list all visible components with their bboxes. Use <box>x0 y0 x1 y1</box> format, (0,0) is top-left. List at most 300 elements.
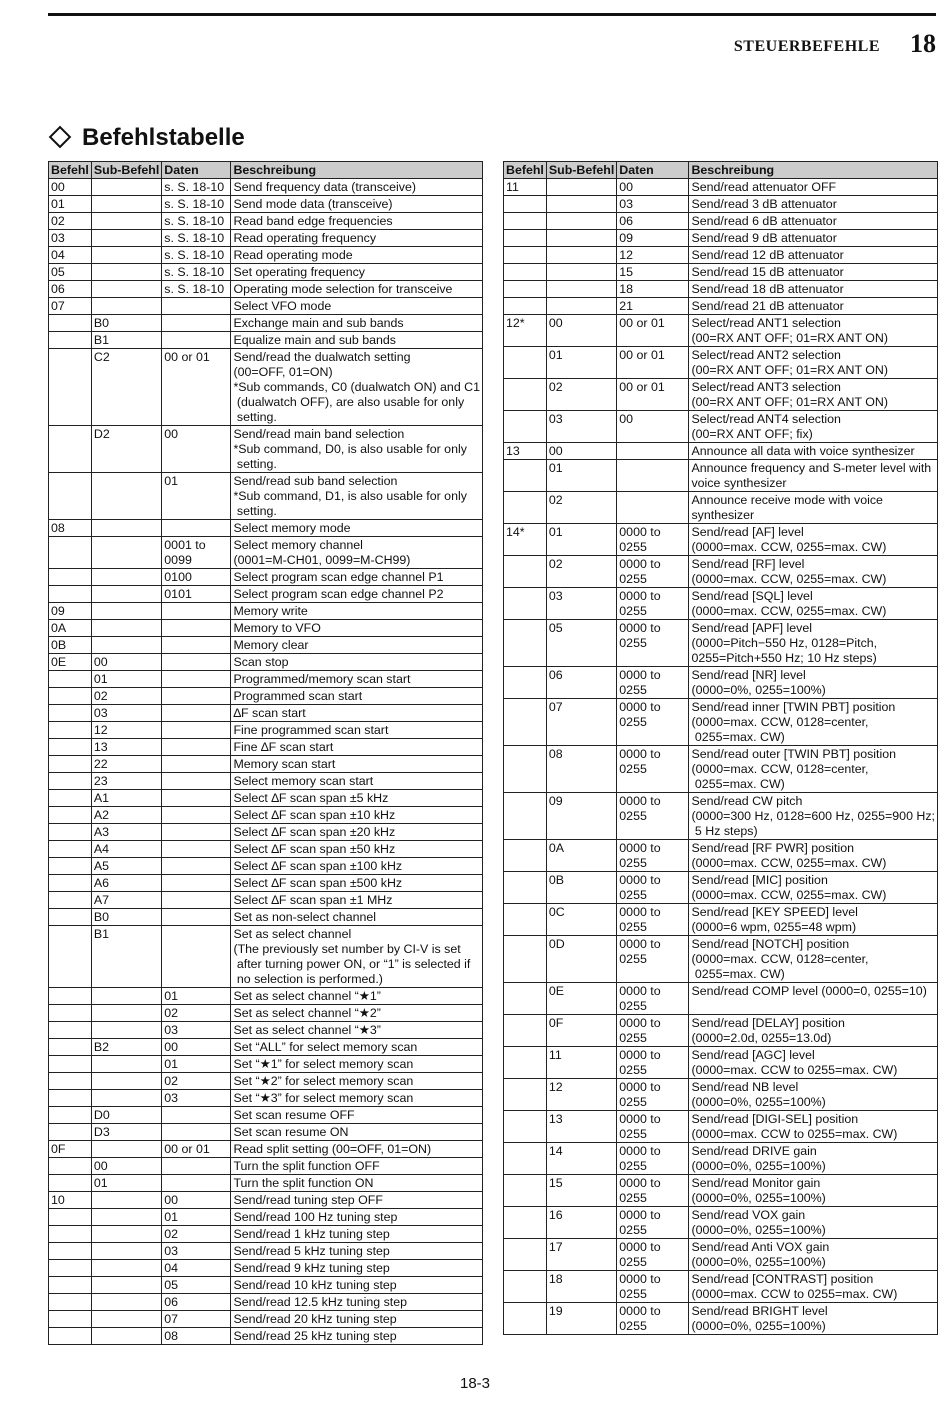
daten-cell: 01 <box>162 1209 231 1226</box>
befehl-cell <box>49 1294 92 1311</box>
table-row <box>49 1226 483 1243</box>
table-row <box>504 213 938 230</box>
daten-cell: 0000 to 0255 <box>617 872 689 904</box>
daten-cell: 00 or 01 <box>617 315 689 347</box>
table-row <box>49 756 483 773</box>
daten-cell: 0000 to 0255 <box>617 936 689 983</box>
table-row <box>504 1303 938 1335</box>
sub-befehl-cell <box>546 298 616 315</box>
sub-befehl-cell: 00 <box>91 1158 161 1175</box>
table-row <box>504 1175 938 1207</box>
daten-cell <box>617 492 689 524</box>
befehl-cell <box>504 492 547 524</box>
befehl-cell <box>49 586 92 603</box>
beschreibung-cell: Turn the split function OFF <box>231 1158 483 1175</box>
daten-cell <box>162 620 231 637</box>
daten-cell: 02 <box>162 1005 231 1022</box>
table-row <box>504 524 938 556</box>
daten-cell: 0100 <box>162 569 231 586</box>
befehl-cell <box>504 247 547 264</box>
befehl-cell <box>504 264 547 281</box>
befehl-cell <box>49 1022 92 1039</box>
daten-cell <box>162 298 231 315</box>
befehl-cell: 12* <box>504 315 547 347</box>
daten-cell <box>162 773 231 790</box>
daten-cell: 0000 to 0255 <box>617 556 689 588</box>
table-row <box>504 315 938 347</box>
col-header-beschreibung: Beschreibung <box>231 162 483 179</box>
sub-befehl-cell <box>91 1090 161 1107</box>
befehl-cell <box>49 909 92 926</box>
beschreibung-cell: Send/read [MIC] position (0000=max. CCW, 0255=max. CW) <box>689 872 938 904</box>
beschreibung-cell: Send/read [RF] level (0000=max. CCW, 0255=max. CW) <box>689 556 938 588</box>
table-row <box>49 858 483 875</box>
col-header-sub-befehl: Sub-Befehl <box>546 162 616 179</box>
table-row <box>49 739 483 756</box>
sub-befehl-cell: 0A <box>546 840 616 872</box>
table-row <box>49 988 483 1005</box>
table-header-row <box>504 162 938 179</box>
daten-cell: 06 <box>617 213 689 230</box>
section-title: Befehlstabelle <box>82 124 245 151</box>
table-row <box>49 654 483 671</box>
table-row <box>49 1056 483 1073</box>
beschreibung-cell: Send/read inner [TWIN PBT] position (0000=max. CCW, 0128=center, 0255=max. CW) <box>689 699 938 746</box>
sub-befehl-cell: B1 <box>91 332 161 349</box>
table-row <box>504 746 938 793</box>
daten-cell: 01 <box>162 988 231 1005</box>
beschreibung-cell: Announce frequency and S-meter level with voice synthesizer <box>689 460 938 492</box>
table-row <box>49 1277 483 1294</box>
befehl-cell <box>504 1143 547 1175</box>
befehl-cell: 13 <box>504 443 547 460</box>
beschreibung-cell: Send/read [AF] level (0000=max. CCW, 0255=max. CW) <box>689 524 938 556</box>
daten-cell: 0000 to 0255 <box>617 1175 689 1207</box>
beschreibung-cell: Select ∆F scan span ±100 kHz <box>231 858 483 875</box>
beschreibung-cell: Select ∆F scan span ±50 kHz <box>231 841 483 858</box>
sub-befehl-cell <box>91 281 161 298</box>
beschreibung-cell: Announce all data with voice synthesizer <box>689 443 938 460</box>
daten-cell: 03 <box>162 1243 231 1260</box>
table-row <box>49 620 483 637</box>
befehl-cell <box>504 1303 547 1335</box>
befehl-cell <box>504 936 547 983</box>
befehl-cell: 08 <box>49 520 92 537</box>
table-row <box>49 1294 483 1311</box>
befehl-cell <box>504 699 547 746</box>
befehl-cell: 09 <box>49 603 92 620</box>
sub-befehl-cell: 03 <box>91 705 161 722</box>
daten-cell: 08 <box>162 1328 231 1345</box>
sub-befehl-cell <box>91 179 161 196</box>
daten-cell <box>162 824 231 841</box>
befehl-cell <box>504 1111 547 1143</box>
befehl-cell <box>504 983 547 1015</box>
sub-befehl-cell <box>91 1073 161 1090</box>
befehl-cell <box>504 213 547 230</box>
daten-cell: 0000 to 0255 <box>617 1143 689 1175</box>
daten-cell: 09 <box>617 230 689 247</box>
beschreibung-cell: Send/read VOX gain (0000=0%, 0255=100%) <box>689 1207 938 1239</box>
daten-cell: 21 <box>617 298 689 315</box>
daten-cell: s. S. 18-10 <box>162 281 231 298</box>
befehl-cell: 00 <box>49 179 92 196</box>
table-row <box>504 230 938 247</box>
daten-cell: 00 <box>162 1192 231 1209</box>
table-row <box>504 1111 938 1143</box>
col-header-daten: Daten <box>162 162 231 179</box>
sub-befehl-cell: B1 <box>91 926 161 988</box>
table-row <box>49 473 483 520</box>
beschreibung-cell: Read split setting (00=OFF, 01=ON) <box>231 1141 483 1158</box>
daten-cell <box>162 688 231 705</box>
befehl-cell <box>504 620 547 667</box>
befehl-cell: 0A <box>49 620 92 637</box>
table-row <box>49 569 483 586</box>
beschreibung-cell: Equalize main and sub bands <box>231 332 483 349</box>
befehl-cell <box>504 281 547 298</box>
daten-cell: 0000 to 0255 <box>617 1271 689 1303</box>
sub-befehl-cell <box>91 1260 161 1277</box>
table-row <box>49 875 483 892</box>
sub-befehl-cell: 00 <box>546 315 616 347</box>
table-row <box>49 349 483 426</box>
sub-befehl-cell <box>546 213 616 230</box>
befehl-cell <box>504 1079 547 1111</box>
befehl-cell <box>49 688 92 705</box>
sub-befehl-cell: 01 <box>546 524 616 556</box>
table-row <box>49 537 483 569</box>
befehl-cell <box>504 347 547 379</box>
beschreibung-cell: Select program scan edge channel P2 <box>231 586 483 603</box>
daten-cell: 01 <box>162 473 231 520</box>
sub-befehl-cell <box>91 537 161 569</box>
daten-cell: s. S. 18-10 <box>162 247 231 264</box>
beschreibung-cell: Select VFO mode <box>231 298 483 315</box>
beschreibung-cell: Send/read COMP level (0000=0, 0255=10) <box>689 983 938 1015</box>
table-row <box>49 281 483 298</box>
table-row <box>49 332 483 349</box>
sub-befehl-cell: 0F <box>546 1015 616 1047</box>
daten-cell: 00 or 01 <box>617 347 689 379</box>
befehl-cell <box>504 1207 547 1239</box>
befehl-cell <box>504 1239 547 1271</box>
sub-befehl-cell <box>91 1141 161 1158</box>
beschreibung-cell: Send/read [CONTRAST] position (0000=max. CCW to 0255=max. CW) <box>689 1271 938 1303</box>
table-row <box>504 264 938 281</box>
beschreibung-cell: Set scan resume ON <box>231 1124 483 1141</box>
daten-cell <box>162 1107 231 1124</box>
sub-befehl-cell: 0B <box>546 872 616 904</box>
sub-befehl-cell <box>91 247 161 264</box>
table-row <box>504 1143 938 1175</box>
table-row <box>49 1260 483 1277</box>
section-heading <box>48 124 245 152</box>
table-row <box>49 773 483 790</box>
sub-befehl-cell: 16 <box>546 1207 616 1239</box>
beschreibung-cell: Send/read tuning step OFF <box>231 1192 483 1209</box>
table-header-row <box>49 162 483 179</box>
befehl-cell <box>49 1005 92 1022</box>
page-number: 18-3 <box>459 1375 491 1392</box>
table-row <box>504 699 938 746</box>
table-row <box>49 807 483 824</box>
befehl-cell <box>49 1039 92 1056</box>
befehl-cell <box>504 793 547 840</box>
table-row <box>49 426 483 473</box>
sub-befehl-cell: 01 <box>91 671 161 688</box>
daten-cell <box>162 637 231 654</box>
sub-befehl-cell: 01 <box>546 460 616 492</box>
chapter-number: 18 <box>910 29 936 58</box>
table-row <box>49 705 483 722</box>
table-row <box>49 1022 483 1039</box>
table-row <box>49 603 483 620</box>
beschreibung-cell: Memory to VFO <box>231 620 483 637</box>
daten-cell: 18 <box>617 281 689 298</box>
daten-cell: 02 <box>162 1073 231 1090</box>
daten-cell <box>162 671 231 688</box>
befehl-cell <box>49 926 92 988</box>
sub-befehl-cell: A1 <box>91 790 161 807</box>
daten-cell: 04 <box>162 1260 231 1277</box>
beschreibung-cell: Send/read [SQL] level (0000=max. CCW, 0255=max. CW) <box>689 588 938 620</box>
beschreibung-cell: Read operating mode <box>231 247 483 264</box>
befehl-cell <box>504 1175 547 1207</box>
befehl-cell <box>49 1277 92 1294</box>
sub-befehl-cell <box>91 1328 161 1345</box>
daten-cell: 00 <box>617 179 689 196</box>
daten-cell <box>162 1175 231 1192</box>
daten-cell: 0000 to 0255 <box>617 1303 689 1335</box>
beschreibung-cell: Set as select channel “★1” <box>231 988 483 1005</box>
befehl-cell: 14* <box>504 524 547 556</box>
daten-cell <box>162 790 231 807</box>
befehl-cell <box>504 667 547 699</box>
daten-cell <box>162 858 231 875</box>
daten-cell <box>162 756 231 773</box>
table-row <box>49 1209 483 1226</box>
beschreibung-cell: Send/read [DIGI-SEL] position (0000=max. CCW to 0255=max. CW) <box>689 1111 938 1143</box>
beschreibung-cell: Fine ∆F scan start <box>231 739 483 756</box>
beschreibung-cell: Send/read 18 dB attenuator <box>689 281 938 298</box>
befehl-cell <box>504 1271 547 1303</box>
daten-cell: 0000 to 0255 <box>617 983 689 1015</box>
table-row <box>49 824 483 841</box>
table-row <box>504 667 938 699</box>
beschreibung-cell: Read band edge frequencies <box>231 213 483 230</box>
beschreibung-cell: Programmed scan start <box>231 688 483 705</box>
beschreibung-cell: Send/read [DELAY] position (0000=2.0d, 0255=13.0d) <box>689 1015 938 1047</box>
sub-befehl-cell: 09 <box>546 793 616 840</box>
beschreibung-cell: Select ∆F scan span ±20 kHz <box>231 824 483 841</box>
daten-cell: 0000 to 0255 <box>617 524 689 556</box>
sub-befehl-cell: B0 <box>91 315 161 332</box>
daten-cell <box>162 875 231 892</box>
beschreibung-cell: Select memory channel (0001=M-CH01, 0099=M-CH99) <box>231 537 483 569</box>
befehl-cell: 07 <box>49 298 92 315</box>
beschreibung-cell: Set as select channel (The previously set number by CI-V is set after turning power ON, or “1” is selected if no selection is performed.) <box>231 926 483 988</box>
beschreibung-cell: Select ∆F scan span ±500 kHz <box>231 875 483 892</box>
sub-befehl-cell <box>546 179 616 196</box>
beschreibung-cell: Select ∆F scan span ±1 MHz <box>231 892 483 909</box>
table-row <box>504 840 938 872</box>
sub-befehl-cell: B2 <box>91 1039 161 1056</box>
daten-cell: s. S. 18-10 <box>162 264 231 281</box>
top-rule <box>48 13 936 16</box>
befehl-cell <box>504 746 547 793</box>
sub-befehl-cell <box>91 603 161 620</box>
befehl-cell <box>504 556 547 588</box>
beschreibung-cell: Send/read 15 dB attenuator <box>689 264 938 281</box>
sub-befehl-cell <box>91 473 161 520</box>
befehl-cell <box>49 739 92 756</box>
daten-cell: 0000 to 0255 <box>617 1239 689 1271</box>
daten-cell: 0000 to 0255 <box>617 793 689 840</box>
table-row <box>49 841 483 858</box>
table-row <box>504 443 938 460</box>
beschreibung-cell: Send/read 5 kHz tuning step <box>231 1243 483 1260</box>
beschreibung-cell: Send/read sub band selection *Sub command, D1, is also usable for only setting. <box>231 473 483 520</box>
sub-befehl-cell <box>91 1311 161 1328</box>
beschreibung-cell: Select ∆F scan span ±10 kHz <box>231 807 483 824</box>
beschreibung-cell: Select/read ANT2 selection (00=RX ANT OFF; 01=RX ANT ON) <box>689 347 938 379</box>
sub-befehl-cell: 08 <box>546 746 616 793</box>
beschreibung-cell: Send/read Anti VOX gain (0000=0%, 0255=100%) <box>689 1239 938 1271</box>
befehl-cell <box>49 1311 92 1328</box>
befehl-cell <box>504 230 547 247</box>
table-row <box>504 556 938 588</box>
sub-befehl-cell: A7 <box>91 892 161 909</box>
beschreibung-cell: Send/read [KEY SPEED] level (0000=6 wpm, 0255=48 wpm) <box>689 904 938 936</box>
beschreibung-cell: Send/read 10 kHz tuning step <box>231 1277 483 1294</box>
sub-befehl-cell: 15 <box>546 1175 616 1207</box>
befehl-cell <box>49 1107 92 1124</box>
sub-befehl-cell <box>91 1056 161 1073</box>
beschreibung-cell: Set “★1” for select memory scan <box>231 1056 483 1073</box>
table-row <box>49 1090 483 1107</box>
befehl-cell <box>49 1243 92 1260</box>
sub-befehl-cell <box>91 620 161 637</box>
sub-befehl-cell <box>546 196 616 213</box>
table-row <box>49 688 483 705</box>
daten-cell <box>162 332 231 349</box>
sub-befehl-cell: 18 <box>546 1271 616 1303</box>
table-row <box>49 196 483 213</box>
table-row <box>504 411 938 443</box>
daten-cell: 0000 to 0255 <box>617 1207 689 1239</box>
col-header-befehl: Befehl <box>49 162 92 179</box>
beschreibung-cell: Send/read [NR] level (0000=0%, 0255=100%) <box>689 667 938 699</box>
sub-befehl-cell <box>91 298 161 315</box>
beschreibung-cell: Send/read 12 dB attenuator <box>689 247 938 264</box>
daten-cell: 0000 to 0255 <box>617 620 689 667</box>
beschreibung-cell: Send/read 3 dB attenuator <box>689 196 938 213</box>
beschreibung-cell: Send/read Monitor gain (0000=0%, 0255=100%) <box>689 1175 938 1207</box>
daten-cell: 05 <box>162 1277 231 1294</box>
col-header-daten: Daten <box>617 162 689 179</box>
befehl-cell <box>49 1124 92 1141</box>
befehl-cell <box>49 1158 92 1175</box>
sub-befehl-cell <box>91 1005 161 1022</box>
table-row <box>49 926 483 988</box>
table-row <box>49 247 483 264</box>
sub-befehl-cell: D0 <box>91 1107 161 1124</box>
daten-cell: 01 <box>162 1056 231 1073</box>
table-row <box>504 347 938 379</box>
daten-cell <box>162 705 231 722</box>
beschreibung-cell: Send/read DRIVE gain (0000=0%, 0255=100%) <box>689 1143 938 1175</box>
sub-befehl-cell: A3 <box>91 824 161 841</box>
befehl-cell <box>49 756 92 773</box>
befehl-cell <box>49 315 92 332</box>
befehl-cell <box>49 875 92 892</box>
befehl-cell <box>49 537 92 569</box>
sub-befehl-cell: A6 <box>91 875 161 892</box>
sub-befehl-cell <box>91 264 161 281</box>
beschreibung-cell: Set as select channel “★2” <box>231 1005 483 1022</box>
col-header-beschreibung: Beschreibung <box>689 162 938 179</box>
table-row <box>49 213 483 230</box>
sub-befehl-cell <box>91 1192 161 1209</box>
sub-befehl-cell: 05 <box>546 620 616 667</box>
beschreibung-cell: Send/read 9 kHz tuning step <box>231 1260 483 1277</box>
table-row <box>504 620 938 667</box>
sub-befehl-cell: B0 <box>91 909 161 926</box>
befehl-cell <box>504 196 547 213</box>
beschreibung-cell: Send/read attenuator OFF <box>689 179 938 196</box>
beschreibung-cell: Send/read 12.5 kHz tuning step <box>231 1294 483 1311</box>
command-table-left <box>48 161 483 1345</box>
sub-befehl-cell: 0E <box>546 983 616 1015</box>
befehl-cell <box>504 411 547 443</box>
befehl-cell <box>49 824 92 841</box>
befehl-cell <box>504 588 547 620</box>
daten-cell: s. S. 18-10 <box>162 230 231 247</box>
daten-cell: 0101 <box>162 586 231 603</box>
daten-cell: 00 or 01 <box>162 349 231 426</box>
daten-cell <box>162 654 231 671</box>
table-row <box>504 1079 938 1111</box>
beschreibung-cell: Select/read ANT3 selection (00=RX ANT OFF; 01=RX ANT ON) <box>689 379 938 411</box>
daten-cell <box>162 807 231 824</box>
beschreibung-cell: Send/read 6 dB attenuator <box>689 213 938 230</box>
sub-befehl-cell: 11 <box>546 1047 616 1079</box>
table-row <box>504 1207 938 1239</box>
daten-cell: 0000 to 0255 <box>617 699 689 746</box>
daten-cell: 03 <box>162 1090 231 1107</box>
sub-befehl-cell: 13 <box>546 1111 616 1143</box>
sub-befehl-cell <box>91 569 161 586</box>
beschreibung-cell: Send/read outer [TWIN PBT] position (0000=max. CCW, 0128=center, 0255=max. CW) <box>689 746 938 793</box>
daten-cell: 15 <box>617 264 689 281</box>
table-row <box>504 196 938 213</box>
sub-befehl-cell <box>91 637 161 654</box>
befehl-cell <box>49 426 92 473</box>
sub-befehl-cell: 12 <box>546 1079 616 1111</box>
beschreibung-cell: Scan stop <box>231 654 483 671</box>
sub-befehl-cell <box>91 586 161 603</box>
befehl-cell: 05 <box>49 264 92 281</box>
sub-befehl-cell: 03 <box>546 588 616 620</box>
daten-cell <box>617 443 689 460</box>
beschreibung-cell: Send/read [RF PWR] position (0000=max. CCW, 0255=max. CW) <box>689 840 938 872</box>
befehl-cell <box>49 671 92 688</box>
beschreibung-cell: Send/read [AGC] level (0000=max. CCW to 0255=max. CW) <box>689 1047 938 1079</box>
befehl-cell <box>504 298 547 315</box>
befehl-cell: 10 <box>49 1192 92 1209</box>
befehl-cell: 11 <box>504 179 547 196</box>
